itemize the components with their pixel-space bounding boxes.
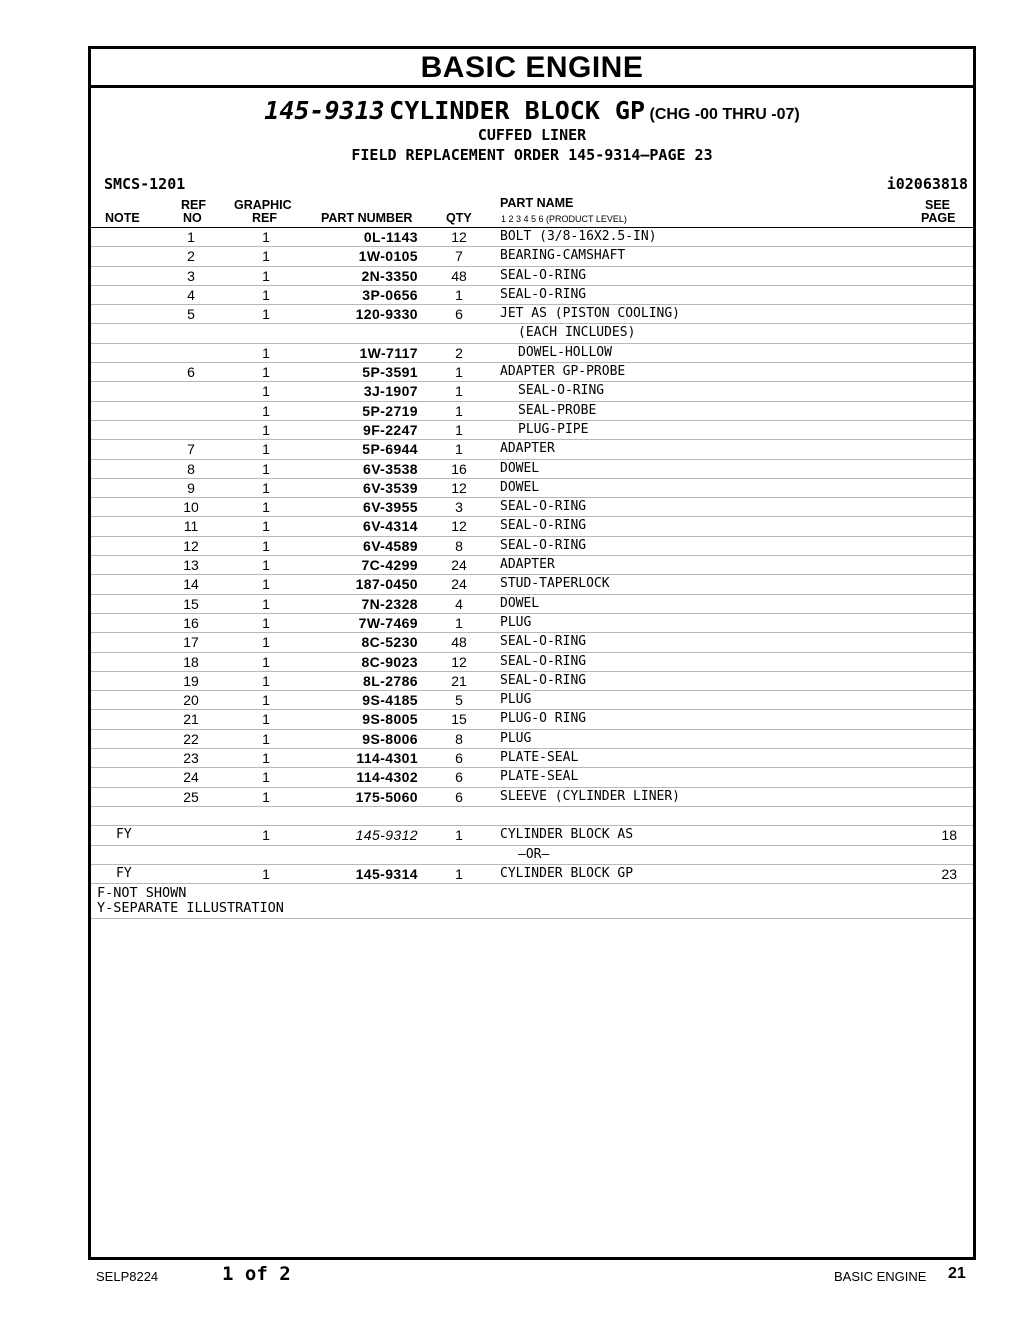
change-range: (CHG -00 THRU -07) <box>649 106 800 123</box>
table-row <box>91 730 973 749</box>
table-row <box>91 267 973 286</box>
graphic-ref-cell: 1 <box>262 344 270 361</box>
table-row <box>91 556 973 575</box>
table-row <box>91 344 973 363</box>
part-name-cell: ADAPTER <box>500 441 555 457</box>
col-graphic-top: GRAPHIC <box>234 198 292 212</box>
qty-cell: 3 <box>455 499 463 516</box>
table-row <box>91 768 973 787</box>
group-name: CYLINDER BLOCK GP <box>389 96 646 125</box>
col-ref-top: REF <box>181 198 206 212</box>
graphic-ref-cell: 1 <box>262 653 270 670</box>
graphic-ref-cell: 1 <box>262 248 270 265</box>
part-name-cell: SEAL-O-RING <box>500 537 587 553</box>
part-number-cell: 6V-4589 <box>363 537 418 554</box>
qty-cell: 6 <box>455 788 463 805</box>
part-number-cell: 8C-9023 <box>361 653 418 670</box>
qty-cell: 24 <box>451 557 467 574</box>
ref-no-cell: 23 <box>183 750 199 767</box>
qty-cell: 8 <box>455 537 463 554</box>
ref-no-cell: 8 <box>187 460 195 477</box>
graphic-ref-cell: 1 <box>262 229 270 245</box>
qty-cell: 7 <box>455 248 463 265</box>
graphic-ref-cell: 1 <box>262 364 270 381</box>
qty-cell: 12 <box>451 479 467 496</box>
ref-no-cell: 19 <box>183 672 199 689</box>
part-number-cell: 0L-1143 <box>363 229 418 245</box>
graphic-ref-cell: 1 <box>262 634 270 651</box>
graphic-ref-cell: 1 <box>262 479 270 496</box>
table-row <box>91 807 973 826</box>
table-row <box>91 633 973 652</box>
document-id: i02063818 <box>886 175 968 193</box>
qty-cell: 12 <box>451 518 467 535</box>
group-header <box>91 88 973 228</box>
part-name-cell: ADAPTER GP-PROBE <box>500 364 626 380</box>
graphic-ref-cell: 1 <box>262 576 270 593</box>
part-name-cell: CYLINDER BLOCK AS <box>500 827 634 843</box>
col-part-number: PART NUMBER <box>321 211 413 225</box>
part-name-cell: SEAL-O-RING <box>500 286 587 302</box>
col-see-bottom: PAGE <box>921 211 956 225</box>
ref-no-cell: 14 <box>183 576 199 593</box>
ref-no-cell: 22 <box>183 730 199 747</box>
subtitle-replacement: FIELD REPLACEMENT ORDER 145-9314—PAGE 23 <box>351 146 713 164</box>
part-number-cell: 9S-4185 <box>362 692 418 709</box>
graphic-ref-cell: 1 <box>262 672 270 689</box>
part-number-cell: 3P-0656 <box>362 286 418 303</box>
table-row <box>91 865 973 884</box>
ref-no-cell: 11 <box>183 518 199 535</box>
part-name-cell: SEAL-O-RING <box>518 383 605 399</box>
part-number-cell: 5P-6944 <box>362 441 418 458</box>
graphic-ref-cell: 1 <box>262 499 270 516</box>
qty-cell: 1 <box>455 286 463 303</box>
graphic-ref-cell: 1 <box>262 557 270 574</box>
table-row <box>91 517 973 536</box>
part-name-cell: SEAL-O-RING <box>500 634 587 650</box>
ref-no-cell: 4 <box>187 286 195 303</box>
part-number-cell: 114-4301 <box>356 750 418 767</box>
part-number-cell: 9F-2247 <box>363 421 418 438</box>
qty-cell: 1 <box>455 865 463 882</box>
part-name-cell: SEAL-O-RING <box>500 518 587 534</box>
page-number: 21 <box>948 1265 966 1282</box>
table-row <box>91 537 973 556</box>
col-see-top: SEE <box>925 198 951 212</box>
table-row <box>91 460 973 479</box>
graphic-ref-cell: 1 <box>262 711 270 728</box>
table-row <box>91 691 973 710</box>
table-row <box>91 826 973 845</box>
part-number-cell: 7C-4299 <box>361 557 418 574</box>
graphic-ref-cell: 1 <box>262 537 270 554</box>
table-row <box>91 575 973 594</box>
qty-cell: 2 <box>455 344 463 361</box>
ref-no-cell: 10 <box>183 499 199 516</box>
part-number-cell: 6V-3955 <box>363 499 418 516</box>
qty-cell: 15 <box>451 711 467 728</box>
table-row <box>91 788 973 807</box>
part-name-cell: PLATE-SEAL <box>500 769 579 785</box>
section-title: BASIC ENGINE <box>91 49 973 88</box>
graphic-ref-cell: 1 <box>262 441 270 458</box>
part-name-cell: PLUG <box>500 692 532 708</box>
qty-cell: 1 <box>455 827 463 844</box>
ref-no-cell: 18 <box>183 653 199 670</box>
see-page-cell: 23 <box>941 865 957 882</box>
part-number-cell: 8C-5230 <box>361 634 418 651</box>
qty-cell: 1 <box>455 614 463 631</box>
table-row <box>91 247 973 266</box>
table-row <box>91 324 973 343</box>
qty-cell: 4 <box>455 595 463 612</box>
part-name-cell: SEAL-O-RING <box>500 672 587 688</box>
part-number-cell: 7N-2328 <box>361 595 418 612</box>
table-row <box>91 363 973 382</box>
table-row <box>91 498 973 517</box>
table-row <box>91 305 973 324</box>
see-page-cell: 18 <box>941 827 957 844</box>
part-name-cell: SLEEVE (CYLINDER LINER) <box>500 788 681 804</box>
graphic-ref-cell: 1 <box>262 750 270 767</box>
qty-cell: 1 <box>455 383 463 400</box>
ref-no-cell: 20 <box>183 692 199 709</box>
graphic-ref-cell: 1 <box>262 769 270 786</box>
part-number-cell: 5P-3591 <box>362 364 418 381</box>
part-number-cell: 114-4302 <box>356 769 418 786</box>
ref-no-cell: 17 <box>183 634 199 651</box>
ref-no-cell: 9 <box>187 479 195 496</box>
table-row <box>91 614 973 633</box>
ref-no-cell: 25 <box>183 788 199 805</box>
page-footer <box>0 1263 1020 1293</box>
table-row <box>91 595 973 614</box>
graphic-ref-cell: 1 <box>262 383 270 400</box>
qty-cell: 16 <box>451 460 467 477</box>
col-qty: QTY <box>446 211 472 225</box>
note-cell: FY <box>116 865 132 881</box>
table-row <box>91 421 973 440</box>
ref-no-cell: 15 <box>183 595 199 612</box>
part-number-cell: 120-9330 <box>355 306 418 323</box>
qty-cell: 48 <box>451 634 467 651</box>
part-number-cell: 6V-3538 <box>363 460 418 477</box>
part-number-cell: 6V-3539 <box>363 479 418 496</box>
graphic-ref-cell: 1 <box>262 692 270 709</box>
part-number-cell: 145-9314 <box>355 865 418 882</box>
qty-cell: 1 <box>455 421 463 438</box>
qty-cell: 6 <box>455 769 463 786</box>
part-name-cell: JET AS (PISTON COOLING) <box>500 306 681 322</box>
part-name-cell: PLUG <box>500 614 532 630</box>
part-number-cell: 175-5060 <box>355 788 418 805</box>
graphic-ref-cell: 1 <box>262 286 270 303</box>
graphic-ref-cell: 1 <box>262 402 270 419</box>
ref-no-cell: 2 <box>187 248 195 265</box>
page-of-count: 1 of 2 <box>222 1263 291 1285</box>
table-row <box>91 846 973 865</box>
table-row <box>91 402 973 421</box>
table-row <box>91 672 973 691</box>
table-row <box>91 382 973 401</box>
smcs-code: SMCS-1201 <box>104 175 186 193</box>
table-row <box>91 710 973 729</box>
ref-no-cell: 12 <box>183 537 199 554</box>
table-row <box>91 653 973 672</box>
part-number-cell: 8L-2786 <box>363 672 418 689</box>
part-name-cell: BOLT (3/8-16X2.5-IN) <box>500 229 657 244</box>
part-number-cell: 9S-8006 <box>362 730 418 747</box>
ref-no-cell: 1 <box>187 229 195 245</box>
qty-cell: 1 <box>455 402 463 419</box>
part-name-cell: SEAL-O-RING <box>500 499 587 515</box>
qty-cell: 48 <box>451 267 467 284</box>
graphic-ref-cell: 1 <box>262 421 270 438</box>
part-number-cell: 5P-2719 <box>362 402 418 419</box>
qty-cell: 12 <box>451 653 467 670</box>
part-name-cell: PLUG-PIPE <box>518 421 589 437</box>
qty-cell: 1 <box>455 364 463 381</box>
part-name-cell: SEAL-O-RING <box>500 653 587 669</box>
group-title <box>91 96 973 125</box>
ref-no-cell: 13 <box>183 557 199 574</box>
ref-no-cell: 3 <box>187 267 195 284</box>
table-row <box>91 228 973 247</box>
parts-table <box>91 228 973 884</box>
note-line: F-NOT SHOWN <box>97 885 187 902</box>
ref-no-cell: 24 <box>183 769 199 786</box>
note-line: Y-SEPARATE ILLUSTRATION <box>97 900 284 917</box>
qty-cell: 1 <box>455 441 463 458</box>
graphic-ref-cell: 1 <box>262 267 270 284</box>
part-number-cell: 7W-7469 <box>358 614 418 631</box>
graphic-ref-cell: 1 <box>262 460 270 477</box>
graphic-ref-cell: 1 <box>262 518 270 535</box>
part-number-cell: 9S-8005 <box>362 711 418 728</box>
ref-no-cell: 16 <box>183 614 199 631</box>
ref-no-cell: 5 <box>187 306 195 323</box>
part-name-cell: PLUG <box>500 730 532 746</box>
column-headers <box>91 196 973 228</box>
qty-cell: 24 <box>451 576 467 593</box>
table-row <box>91 440 973 459</box>
part-number-cell: 6V-4314 <box>363 518 418 535</box>
col-ref-bottom: NO <box>183 211 202 225</box>
ref-no-cell: 21 <box>183 711 199 728</box>
col-graphic-bottom: REF <box>252 211 277 225</box>
group-number: 145-9313 <box>264 96 385 125</box>
part-number-cell: 187-0450 <box>355 576 418 593</box>
graphic-ref-cell: 1 <box>262 865 270 882</box>
col-note: NOTE <box>105 211 140 225</box>
part-number-cell: 2N-3350 <box>361 267 418 284</box>
col-part-name: PART NAME <box>500 196 574 210</box>
part-name-cell: PLATE-SEAL <box>500 750 579 766</box>
table-row <box>91 286 973 305</box>
ref-no-cell: 7 <box>187 441 195 458</box>
graphic-ref-cell: 1 <box>262 788 270 805</box>
qty-cell: 5 <box>455 692 463 709</box>
graphic-ref-cell: 1 <box>262 730 270 747</box>
publication-number: SELP8224 <box>96 1269 159 1284</box>
graphic-ref-cell: 1 <box>262 614 270 631</box>
part-name-cell: DOWEL <box>500 479 540 495</box>
part-name-cell: DOWEL <box>500 460 540 476</box>
qty-cell: 12 <box>451 229 467 245</box>
part-name-cell: STUD-TAPERLOCK <box>500 576 610 592</box>
qty-cell: 6 <box>455 750 463 767</box>
part-name-cell: DOWEL <box>500 595 540 611</box>
footer-section: BASIC ENGINE <box>834 1269 927 1284</box>
page-frame <box>88 46 976 1260</box>
part-number-cell: 1W-0105 <box>358 248 418 265</box>
graphic-ref-cell: 1 <box>262 827 270 844</box>
qty-cell: 21 <box>451 672 467 689</box>
part-name-cell: (EACH INCLUDES) <box>518 325 636 341</box>
col-product-level: 1 2 3 4 5 6 (PRODUCT LEVEL) <box>501 214 627 224</box>
part-number-cell: 3J-1907 <box>363 383 418 400</box>
part-name-cell: BEARING-CAMSHAFT <box>500 248 626 264</box>
qty-cell: 6 <box>455 306 463 323</box>
graphic-ref-cell: 1 <box>262 306 270 323</box>
notes-legend <box>91 884 973 919</box>
table-row <box>91 479 973 498</box>
table-row <box>91 749 973 768</box>
subtitle-liner: CUFFED LINER <box>477 126 587 144</box>
part-number-cell: 1W-7117 <box>359 344 418 361</box>
part-name-cell: PLUG-O RING <box>500 711 587 727</box>
part-name-cell: CYLINDER BLOCK GP <box>500 865 634 881</box>
graphic-ref-cell: 1 <box>262 595 270 612</box>
part-name-cell: DOWEL-HOLLOW <box>518 344 612 360</box>
part-name-cell: SEAL-O-RING <box>500 267 587 283</box>
part-name-cell: —OR— <box>518 846 550 862</box>
ref-no-cell: 6 <box>187 364 195 381</box>
qty-cell: 8 <box>455 730 463 747</box>
part-name-cell: SEAL-PROBE <box>518 402 597 418</box>
part-number-cell: 145-9312 <box>355 827 418 844</box>
note-cell: FY <box>116 827 132 843</box>
part-name-cell: ADAPTER <box>500 557 555 573</box>
